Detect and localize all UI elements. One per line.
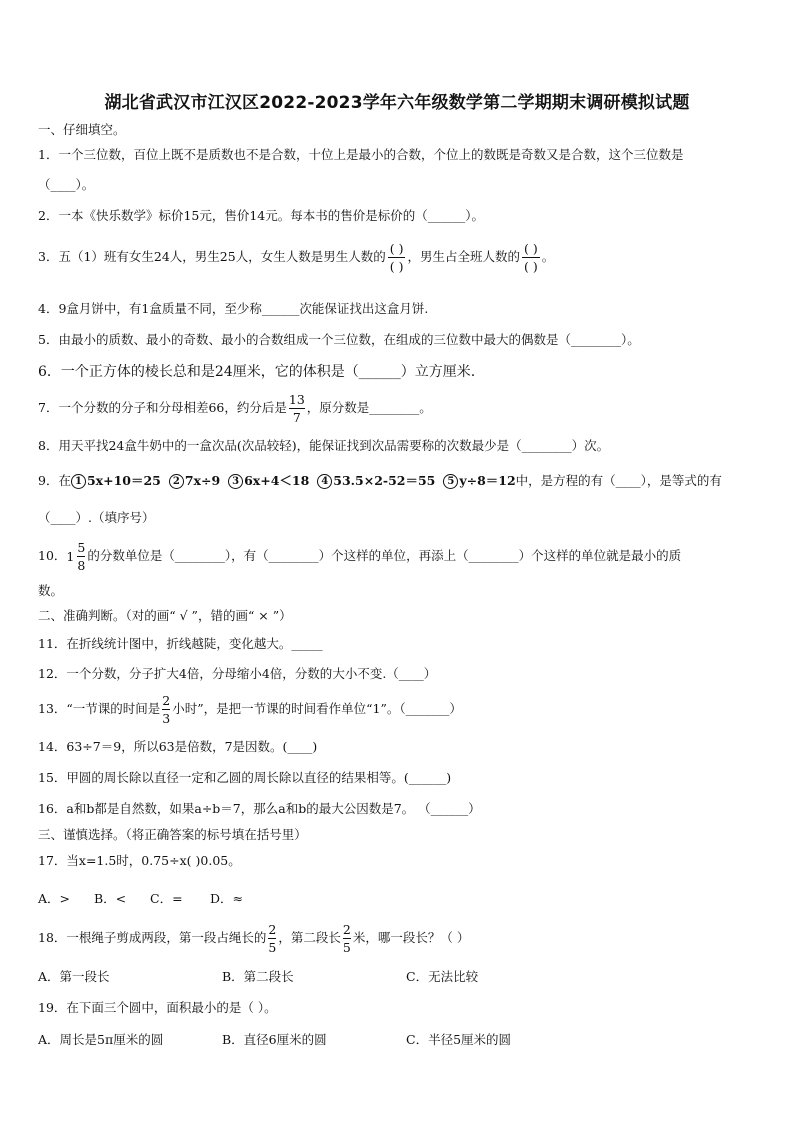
fraction-bar [268,938,276,939]
question-2: 2．一本《快乐数学》标价15元，售价14元。每本书的售价是标价的（______）。 [38,208,485,223]
fraction-numerator-blank: ( ) [523,241,538,256]
question-3 [38,241,554,274]
question-19: 19．在下面三个圆中，面积最小的是（ ）。 [38,1000,277,1015]
section-heading-1: 一、仔细填空。 [38,122,126,137]
expression-3: 6x+4＜18 [244,473,310,488]
question-9-text-b: 中，是方程的有（____），是等式的有 [515,473,722,488]
question-18 [38,922,469,955]
question-16: 16．a和b都是自然数，如果a÷b＝7，那么a和b的最大公因数是7。 （______） [38,801,481,816]
question-7-text-b: ，原分数是________。 [306,400,432,415]
section-heading-3: 三、谨慎选择。（将正确答案的标号填在括号里） [38,827,307,842]
question-18-option-c[interactable]: C．无法比较 [406,969,479,984]
question-8: 8．用天平找24盒牛奶中的一盒次品(次品较轻)，能保证找到次品需要称的次数最少是（________）次。 [38,438,610,453]
question-13 [38,693,462,726]
question-11: 11．在折线统计图中，折线越陡，变化越大。_____ [38,636,323,651]
question-14: 14．63÷7＝9，所以63是倍数，7是因数。(____) [38,739,318,754]
question-17: 17．当x=1.5时，0.75÷x( )0.05。 [38,853,241,868]
fraction-13-over-7 [289,392,305,425]
expression-1: 5x+10＝25 [86,473,161,488]
question-18-text-b: ，第二段长 [278,930,341,945]
fraction-bar [162,709,170,710]
fraction-bar [522,257,540,258]
mixed-fraction [77,540,85,573]
question-3-text-c: 。 [541,249,555,264]
question-19-option-c[interactable]: C．半径5厘米的圆 [406,1032,512,1047]
fraction-2-over-3 [162,693,170,726]
question-10-line-1 [38,540,681,573]
answer-fraction-blank-1[interactable] [388,241,406,274]
question-1-line-2: （____）。 [38,177,95,192]
fraction-bar [289,408,305,409]
question-10-label: 10． [38,548,67,563]
question-10-line-2: 数。 [38,583,64,598]
fraction-bar [343,938,351,939]
fraction-denominator-blank: ( ) [523,259,538,274]
question-19-option-a[interactable]: A．周长是5π厘米的圆 [38,1032,164,1047]
question-7-text-a: 7．一个分数的分子和分母相差66，约分后是 [38,400,287,415]
page-title: 湖北省武汉市江汉区2022-2023学年六年级数学第二学期期末调研模拟试题 [104,93,690,113]
mixed-number-1-5-8 [66,540,87,573]
question-4: 4．9盒月饼中，有1盒质量不同，至少称______次能保证找出这盒月饼. [38,301,429,316]
fraction-bar [77,556,85,557]
fraction-bar [388,257,406,258]
question-12: 12．一个分数，分子扩大4倍，分母缩小4倍，分数的大小不变.（____） [38,666,437,681]
question-7 [38,392,432,425]
question-17-option-b[interactable]: B．< [94,891,127,906]
question-17-option-c[interactable]: C．= [150,891,183,906]
question-10-text: 的分数单位是（________），有（________）个这样的单位，再添上（________）个这样的单位就是最小的质 [87,548,682,563]
answer-fraction-blank-2[interactable] [522,241,540,274]
fraction-denominator: 8 [77,558,86,573]
section-heading-2: 二、准确判断。（对的画“ √ ”，错的画“ × ”） [38,608,292,623]
question-9-line-2: （____）.（填序号） [38,510,155,525]
question-17-option-a[interactable]: A．> [38,891,71,906]
question-5: 5．由最小的质数、最小的奇数、最小的合数组成一个三位数，在组成的三位数中最大的偶数是（________）。 [38,332,640,347]
fraction-2-over-5 [268,922,276,955]
mixed-whole: 1 [66,548,75,564]
question-6: 6．一个正方体的棱长总和是24厘米，它的体积是（______）立方厘米. [38,364,476,380]
fraction-numerator: 2 [268,922,277,937]
circled-number-2: 2 [169,474,184,489]
fraction-denominator: 7 [292,410,301,425]
circled-number-3: 3 [228,474,243,489]
question-19-option-b[interactable]: B．直径6厘米的圆 [222,1032,327,1047]
fraction-denominator: 5 [342,940,351,955]
question-9-line-1 [38,472,722,490]
question-18-text-c: 米，哪一段长？（ ） [352,930,470,945]
expression-4: 53.5×2-52＝55 [333,473,436,488]
question-3-text-b: ，男生占全班人数的 [407,249,520,264]
circled-number-5: 5 [443,474,458,489]
fraction-denominator-blank: ( ) [389,259,404,274]
question-1-line-1: 1．一个三位数，百位上既不是质数也不是合数，十位上是最小的合数，个位上的数既是奇数又是合数，这个三位数是 [38,147,684,162]
question-15: 15．甲圆的周长除以直径一定和乙圆的周长除以直径的结果相等。(______) [38,770,452,785]
circled-number-4: 4 [317,474,332,489]
question-18-option-b[interactable]: B．第二段长 [222,969,294,984]
fraction-denominator: 5 [268,940,277,955]
expression-5: y÷8＝12 [459,473,516,488]
fraction-numerator: 13 [288,392,305,407]
circled-number-1: 1 [71,474,86,489]
question-9-text-a: 9．在 [38,473,71,488]
question-18-option-a[interactable]: A．第一段长 [38,969,110,984]
question-17-option-d[interactable]: D．≈ [210,891,243,906]
fraction-numerator-blank: ( ) [389,241,404,256]
question-3-text-a: 3．五（1）班有女生24人，男生25人，女生人数是男生人数的 [38,249,386,264]
expression-2: 7x÷9 [184,473,221,488]
fraction-2-over-5 [343,922,351,955]
fraction-numerator: 2 [342,922,351,937]
question-18-text-a: 18．一根绳子剪成两段，第一段占绳长的 [38,930,267,945]
fraction-numerator: 5 [77,540,86,555]
question-13-text-a: 13．“一节课的时间是 [38,701,161,716]
question-13-text-b: 小时”，是把一节课的时间看作单位“1”。（_______） [172,701,462,716]
fraction-denominator: 3 [162,711,171,726]
fraction-numerator: 2 [162,693,171,708]
